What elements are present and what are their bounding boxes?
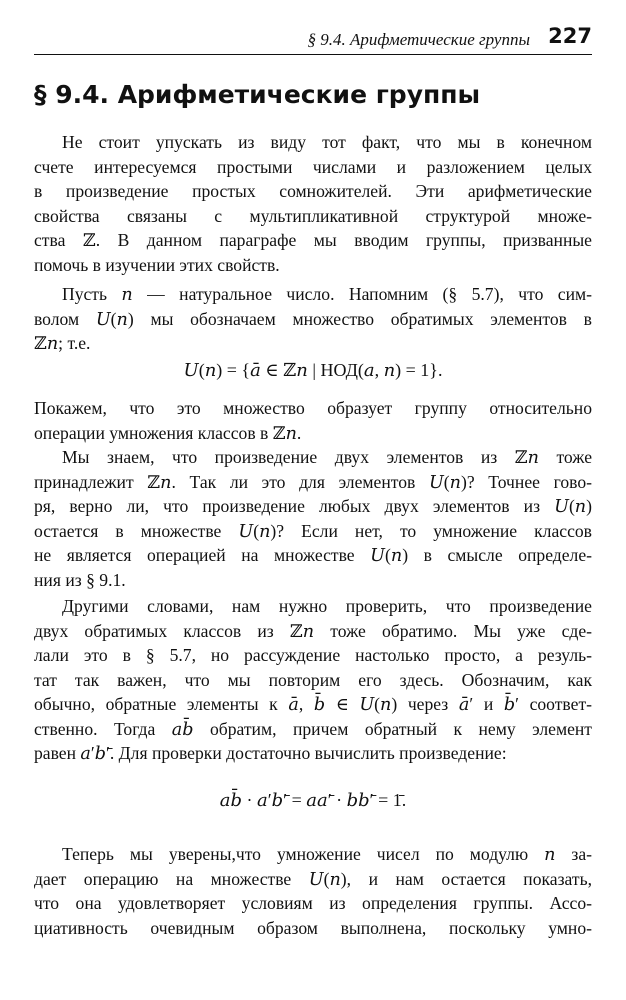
- text-line: помочь в изучении этих свойств.: [34, 254, 280, 275]
- text-line: не является операцией на множестве 𝑈(𝑛) в смысле определе-: [34, 545, 592, 565]
- text-line: Мы знаем, что произведение двух элементов из ℤ𝑛 тоже: [62, 447, 592, 467]
- text-line: в произведение простых сомножителей. Эти арифметические: [34, 181, 592, 201]
- text-line: что она удовлетворяет условиям из определения группы. Ассо-: [34, 893, 592, 913]
- paragraph-5: [34, 594, 592, 766]
- paragraph-2: [34, 282, 592, 356]
- page-number: 227: [548, 24, 592, 48]
- text-line: свойства связаны с мультипликативной структурой множе-: [34, 205, 592, 226]
- text-line: операции умножения классов в ℤ𝑛.: [34, 422, 302, 443]
- running-title: § 9.4. Арифметические группы: [307, 30, 530, 49]
- text-line: остается в множестве 𝑈(𝑛)? Если нет, то умножение классов: [34, 520, 592, 541]
- text-line: ℤ𝑛; т.е.: [34, 333, 91, 353]
- text-line: тат так важен, что мы повторим его здесь. Обозначим, как: [34, 669, 592, 690]
- running-head: [34, 24, 592, 55]
- text-line: двух обратимых классов из ℤ𝑛 тоже обратимо. Мы уже сде-: [34, 620, 592, 641]
- text-line: Пусть 𝑛 — натуральное число. Напомним (§ 5.7), что сим-: [62, 284, 592, 304]
- text-line: дает операцию на множестве 𝑈(𝑛), и нам остается показать,: [34, 868, 592, 889]
- text-line: Теперь мы уверены,что умножение чисел по модулю 𝑛 за-: [62, 844, 592, 864]
- text-line: Другими словами, нам нужно проверить, что произведение: [62, 596, 592, 616]
- text-line: обычно, обратные элементы к 𝑎̄, 𝑏̄ ∈ 𝑈(𝑛) через 𝑎̄′ и 𝑏̄′ соответ-: [34, 694, 592, 714]
- text-line: счете интересуемся простыми числами и разложением целых: [34, 156, 592, 177]
- text-line: ря, верно ли, что произведение любых двух элементов из 𝑈(𝑛): [34, 496, 592, 516]
- text-line: ства ℤ. В данном параграфе мы вводим группы, призванные: [34, 230, 592, 250]
- text-line: Не стоит упускать из виду тот факт, что мы в конечном: [62, 132, 592, 152]
- text-line: ственно. Тогда 𝑎𝑏̄ обратим, причем обратный к нему элемент: [34, 718, 592, 739]
- text-line: ния из § 9.1.: [34, 569, 126, 590]
- paragraph-3: [34, 396, 592, 445]
- section-title: § 9.4. Арифметические группы: [34, 80, 481, 109]
- paragraph-4: [34, 445, 592, 592]
- text-line: лали это в § 5.7, но рассуждение настолько просто, а резуль-: [34, 645, 592, 665]
- formula-un-definition: 𝑈(𝑛) = {𝑎̄ ∈ ℤ𝑛 | НОД(𝑎, 𝑛) = 1}.: [183, 360, 443, 380]
- text-line: равен 𝑎′𝑏′̄. Для проверки достаточно вычислить произведение:: [34, 743, 507, 763]
- text-line: циативность очевидным образом выполнена, поскольку умно-: [34, 917, 592, 938]
- paragraph-6: [34, 842, 592, 940]
- text-line: Покажем, что это множество образует группу относительно: [34, 398, 592, 418]
- formula-product-check: 𝑎𝑏̄ · 𝑎′𝑏′̄ = 𝑎𝑎′̄ · 𝑏𝑏′̄ = 1̄.: [219, 790, 407, 810]
- text-line: принадлежит ℤ𝑛. Так ли это для элементов 𝑈(𝑛)? Точнее гово-: [34, 471, 592, 492]
- text-line: волом 𝑈(𝑛) мы обозначаем множество обратимых элементов в: [34, 308, 592, 329]
- paragraph-1: [34, 130, 592, 277]
